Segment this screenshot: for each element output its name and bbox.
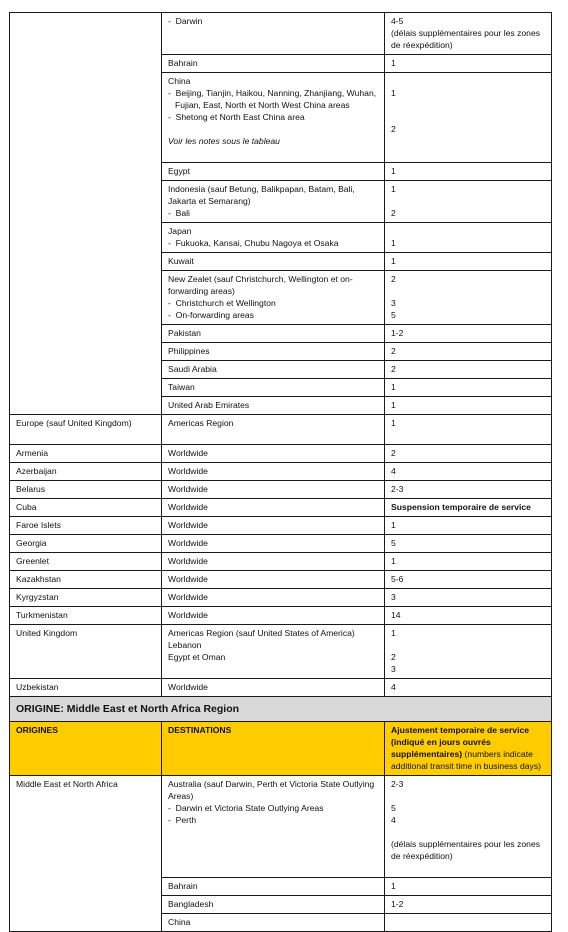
adjustment-cell xyxy=(385,223,552,253)
sub-item: - Christchurch et Wellington xyxy=(168,297,378,309)
destination-cell xyxy=(162,415,385,445)
origin-cell xyxy=(10,535,162,553)
spacer xyxy=(168,826,378,838)
cell-text: Europe (sauf United Kingdom) xyxy=(16,418,132,428)
table-row xyxy=(10,679,552,697)
destination-cell xyxy=(162,517,385,535)
adjustment-cell xyxy=(385,625,552,679)
cell-text: Americas Region xyxy=(168,418,234,428)
cell-text: 5 xyxy=(391,310,396,320)
origin-cell xyxy=(10,625,162,679)
mena-rows xyxy=(10,776,552,932)
adjustment-cell xyxy=(385,499,552,517)
cell-text: New Zealet (sauf Christchurch, Wellington et on-forwarding areas) xyxy=(168,274,353,296)
cell-text: 5-6 xyxy=(391,574,404,584)
origin-cell xyxy=(10,499,162,517)
table-row xyxy=(10,445,552,463)
cell-text: Worldwide xyxy=(168,520,208,530)
adjustment-cell xyxy=(385,343,552,361)
mena-section xyxy=(10,697,552,776)
destination-cell xyxy=(162,625,385,679)
table-row xyxy=(10,499,552,517)
cell-text: 1 xyxy=(391,58,396,68)
cell-text: Worldwide xyxy=(168,592,208,602)
origin-cell xyxy=(10,679,162,697)
spacer xyxy=(168,850,378,862)
cell-text: Kuwait xyxy=(168,256,194,266)
cell-text: 4 xyxy=(391,466,396,476)
adjustment-cell xyxy=(385,607,552,625)
adjustment-cell xyxy=(385,397,552,415)
cell-text: China xyxy=(168,76,191,86)
table-row xyxy=(10,625,552,679)
cell-text: Egypt xyxy=(168,166,190,176)
header-ajustement-note: (numbers indicate additional transit time in business days) xyxy=(391,749,541,771)
cell-text: Greenlet xyxy=(16,556,49,566)
sub-item: - On-forwarding areas xyxy=(168,309,378,321)
cell-text: Worldwide xyxy=(168,682,208,692)
cell-text: 5 xyxy=(391,803,396,813)
spacer xyxy=(168,838,378,850)
cell-text: United Kingdom xyxy=(16,628,78,638)
cell-text: Indonesia (sauf Betung, Balikpapan, Batam, Bali, Jakarta et Semarang) xyxy=(168,184,355,206)
adjustment-cell xyxy=(385,181,552,223)
adjustment-cell xyxy=(385,73,552,163)
cell-text: Worldwide xyxy=(168,574,208,584)
spacer xyxy=(391,429,545,441)
destination-cell xyxy=(162,325,385,343)
transit-adjustment-table xyxy=(9,12,552,932)
cell-text: United Arab Emirates xyxy=(168,400,250,410)
region-title: ORIGINE: Middle East et North Africa Region xyxy=(10,697,552,722)
adjustment-cell xyxy=(385,679,552,697)
adjustment-cell xyxy=(385,589,552,607)
cell-text: 2-3 xyxy=(391,779,404,789)
destination-cell xyxy=(162,343,385,361)
cell-text: Japan xyxy=(168,226,192,236)
cell-text: 4 xyxy=(391,682,396,692)
cell-text: Bahrain xyxy=(168,881,198,891)
cell-text: Middle East et North Africa xyxy=(16,779,118,789)
adjustment-cell xyxy=(385,325,552,343)
header-destinations: DESTINATIONS xyxy=(162,722,385,776)
cell-text: 1 xyxy=(391,628,396,638)
cell-text: Worldwide xyxy=(168,538,208,548)
cell-text: 2 xyxy=(391,274,396,284)
cell-text: Kazakhstan xyxy=(16,574,61,584)
destination-cell xyxy=(162,253,385,271)
cell-text: 1 xyxy=(391,881,396,891)
table-row xyxy=(10,776,552,878)
destination-cell xyxy=(162,181,385,223)
adjustment-cell xyxy=(385,481,552,499)
cell-text: 2 xyxy=(391,346,396,356)
spacer xyxy=(168,147,378,159)
spacer xyxy=(391,195,545,207)
cell-text: Bahrain xyxy=(168,58,198,68)
spacer xyxy=(391,75,545,87)
europe-section xyxy=(10,415,552,697)
destination-cell xyxy=(162,589,385,607)
table-row xyxy=(10,517,552,535)
adjustment-cell xyxy=(385,463,552,481)
origin-cell xyxy=(10,517,162,535)
cell-text: 2 xyxy=(391,448,396,458)
cell-text: 1 xyxy=(391,556,396,566)
adjustment-cell xyxy=(385,571,552,589)
spacer xyxy=(168,123,378,135)
spacer xyxy=(391,285,545,297)
spacer xyxy=(391,111,545,123)
cell-text: 1 xyxy=(391,418,396,428)
cell-text: Belarus xyxy=(16,484,46,494)
sub-item: - Fukuoka, Kansai, Chubu Nagoya et Osaka xyxy=(168,237,378,249)
cell-text: 1 xyxy=(391,382,396,392)
cell-text: Azerbaijan xyxy=(16,466,57,476)
cell-text: 1 xyxy=(391,520,396,530)
spacer xyxy=(391,225,545,237)
origin-cell xyxy=(10,607,162,625)
asia-pacific-section xyxy=(10,13,552,415)
adjustment-cell xyxy=(385,361,552,379)
cell-text: Philippines xyxy=(168,346,210,356)
cell-text: Bangladesh xyxy=(168,899,214,909)
adjustment-cell xyxy=(385,55,552,73)
cell-text: China xyxy=(168,917,191,927)
cell-text: Pakistan xyxy=(168,328,201,338)
cell-text: Armenia xyxy=(16,448,48,458)
destination-cell xyxy=(162,679,385,697)
cell-text: Kyrgyzstan xyxy=(16,592,59,602)
destination-cell xyxy=(162,535,385,553)
cell-text: Americas Region (sauf United States of America) xyxy=(168,628,355,638)
spacer xyxy=(391,639,545,651)
spacer xyxy=(168,663,378,675)
table-row xyxy=(10,535,552,553)
origin-cell xyxy=(10,571,162,589)
cell-text: Australia (sauf Darwin, Perth et Victoria State Outlying Areas) xyxy=(168,779,375,801)
destination-cell xyxy=(162,553,385,571)
cell-text: 14 xyxy=(391,610,401,620)
origin-cell xyxy=(10,415,162,445)
cell-text: 1 xyxy=(391,256,396,266)
cell-text: Worldwide xyxy=(168,448,208,458)
table-row xyxy=(10,481,552,499)
sub-item: - Shetong et North East China area xyxy=(168,111,378,123)
destination-cell xyxy=(162,896,385,914)
cell-text: Lebanon xyxy=(168,640,202,650)
cell-text: Cuba xyxy=(16,502,37,512)
origin-cell xyxy=(10,481,162,499)
adjustment-cell xyxy=(385,163,552,181)
cell-text: Voir les notes sous le tableau xyxy=(168,136,280,146)
header-origines: ORIGINES xyxy=(10,722,162,776)
spacer xyxy=(391,790,545,802)
destination-cell xyxy=(162,73,385,163)
destination-cell xyxy=(162,55,385,73)
origin-cell xyxy=(10,445,162,463)
destination-cell xyxy=(162,463,385,481)
cell-text: 3 xyxy=(391,298,396,308)
cell-text: 4 xyxy=(391,815,396,825)
cell-text: Faroe Islets xyxy=(16,520,61,530)
table-row xyxy=(10,571,552,589)
cell-text: 4-5 xyxy=(391,16,404,26)
origin-cell xyxy=(10,463,162,481)
origin-cell xyxy=(10,589,162,607)
cell-text: Egypt et Oman xyxy=(168,652,226,662)
cell-text: 3 xyxy=(391,664,396,674)
cell-text: 1 xyxy=(391,184,396,194)
cell-text: 1 xyxy=(391,88,396,98)
cell-text: Taiwan xyxy=(168,382,195,392)
origin-cell xyxy=(10,13,162,415)
destination-cell xyxy=(162,571,385,589)
sub-item: - Darwin xyxy=(168,15,378,27)
sub-item: - Darwin et Victoria State Outlying Areas xyxy=(168,802,378,814)
cell-text: 1 xyxy=(391,400,396,410)
adjustment-cell xyxy=(385,878,552,896)
destination-cell xyxy=(162,607,385,625)
cell-text: Turkmenistan xyxy=(16,610,68,620)
header-ajustement-bold: Ajustement temporaire de service (indiqué en jours ouvrés supplémentaires) xyxy=(391,725,530,759)
destination-cell xyxy=(162,776,385,878)
destination-cell xyxy=(162,445,385,463)
destination-cell xyxy=(162,914,385,932)
cell-text: (délais supplémentaires pour les zones de réexpédition) xyxy=(391,28,541,50)
table-row xyxy=(10,463,552,481)
cell-text: 2 xyxy=(391,652,396,662)
cell-text: Worldwide xyxy=(168,466,208,476)
cell-text: Saudi Arabia xyxy=(168,364,217,374)
cell-text: 1 xyxy=(391,166,396,176)
spacer xyxy=(391,826,545,838)
table-row xyxy=(10,607,552,625)
adjustment-cell xyxy=(385,445,552,463)
cell-text: 2 xyxy=(391,124,396,134)
sub-item: - Perth xyxy=(168,814,378,826)
cell-text: 3 xyxy=(391,592,396,602)
adjustment-cell xyxy=(385,914,552,932)
cell-text: Georgia xyxy=(16,538,47,548)
cell-text: 2 xyxy=(391,364,396,374)
destination-cell xyxy=(162,397,385,415)
table-row xyxy=(10,553,552,571)
destination-cell xyxy=(162,271,385,325)
origin-cell xyxy=(10,553,162,571)
destination-cell xyxy=(162,13,385,55)
cell-text: 1 xyxy=(391,238,396,248)
destination-cell xyxy=(162,878,385,896)
cell-text: Worldwide xyxy=(168,484,208,494)
header-ajustement xyxy=(385,722,552,776)
spacer xyxy=(168,862,378,874)
sub-item: - Beijing, Tianjin, Haikou, Nanning, Zhanjiang, Wuhan, Fujian, East, North et North West China areas xyxy=(168,87,378,111)
region-title-row xyxy=(10,697,552,722)
table-row xyxy=(10,589,552,607)
destination-cell xyxy=(162,481,385,499)
adjustment-cell xyxy=(385,271,552,325)
cell-text: Worldwide xyxy=(168,610,208,620)
table-row xyxy=(10,415,552,445)
destination-cell xyxy=(162,379,385,397)
cell-text: (délais supplémentaires pour les zones de réexpédition) xyxy=(391,839,541,861)
cell-text: 5 xyxy=(391,538,396,548)
cell-text: Worldwide xyxy=(168,556,208,566)
spacer xyxy=(391,99,545,111)
table-header-row xyxy=(10,722,552,776)
cell-text: 1-2 xyxy=(391,899,404,909)
table-row xyxy=(10,13,552,55)
destination-cell xyxy=(162,223,385,253)
destination-cell xyxy=(162,361,385,379)
destination-cell xyxy=(162,163,385,181)
adjustment-cell xyxy=(385,379,552,397)
adjustment-cell xyxy=(385,535,552,553)
adjustment-cell xyxy=(385,553,552,571)
origin-cell xyxy=(10,776,162,932)
adjustment-cell xyxy=(385,13,552,55)
destination-cell xyxy=(162,499,385,517)
cell-text: Uzbekistan xyxy=(16,682,59,692)
adjustment-cell xyxy=(385,415,552,445)
cell-text: Worldwide xyxy=(168,502,208,512)
adjustment-cell xyxy=(385,776,552,878)
cell-text: 2-3 xyxy=(391,484,404,494)
adjustment-cell xyxy=(385,517,552,535)
cell-text: Suspension temporaire de service xyxy=(391,502,531,512)
cell-text: 2 xyxy=(391,208,396,218)
adjustment-cell xyxy=(385,253,552,271)
adjustment-cell xyxy=(385,896,552,914)
sub-item: - Bali xyxy=(168,207,378,219)
cell-text: 1-2 xyxy=(391,328,404,338)
